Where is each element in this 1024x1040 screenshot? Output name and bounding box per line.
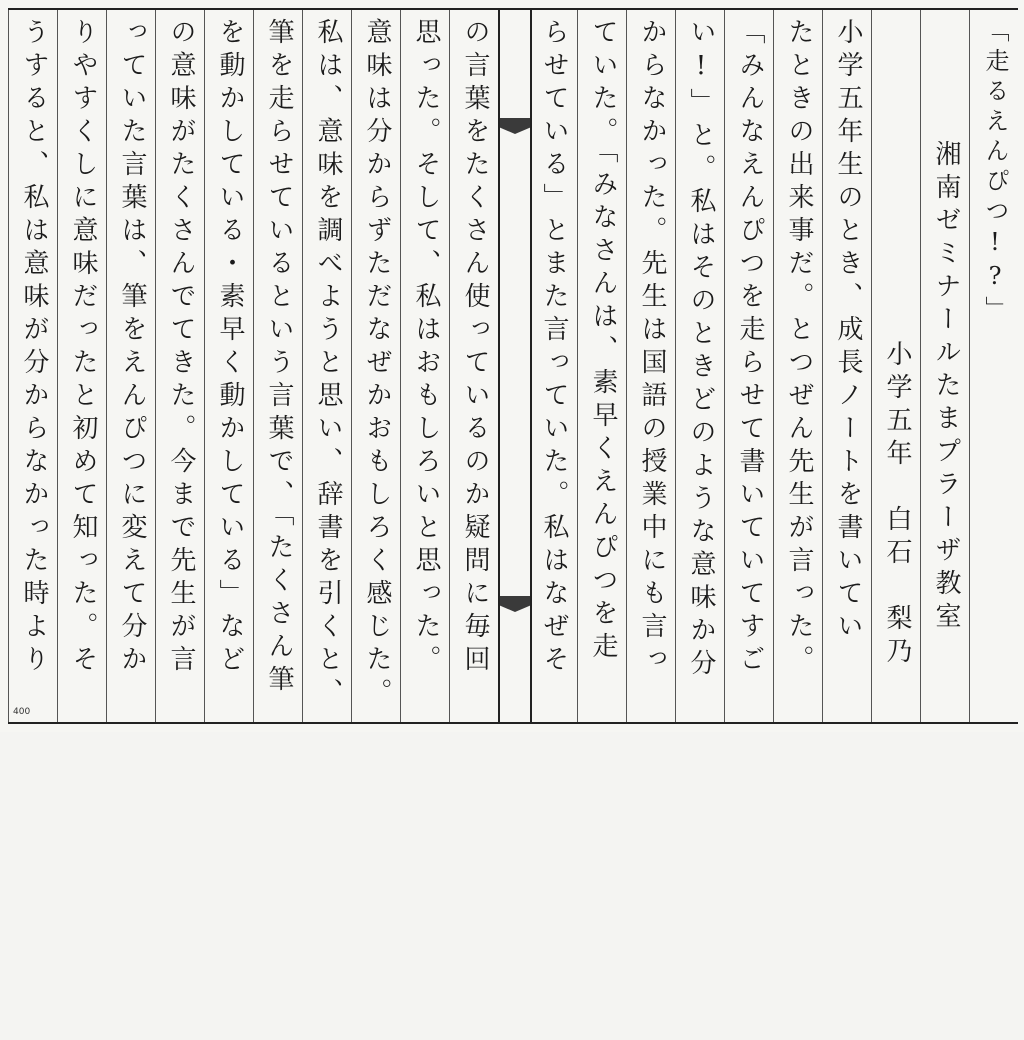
- body-line: っていた言葉は、筆をえんぴつに変えて分か: [117, 18, 147, 678]
- title-column: [969, 10, 1019, 722]
- essay-title: 「走るえんぴつ!?」: [981, 18, 1009, 326]
- author-name: 小学五年 白石 梨乃: [882, 340, 912, 670]
- body-line: 「みんなえんぴつを走らせて書いていてすご: [735, 18, 765, 678]
- body-column: [626, 10, 676, 722]
- genkou-grid: [8, 8, 1018, 724]
- body-column: [724, 10, 774, 722]
- body-line: の意味がたくさんでてきた。今まで先生が言: [166, 18, 196, 678]
- author-column: [871, 10, 921, 722]
- body-line: からなかった。先生は国語の授業中にも言っ: [637, 18, 667, 678]
- body-column: [302, 10, 352, 722]
- body-line: りやすくしに意味だったと初めて知った。そ: [68, 18, 98, 678]
- body-column: [57, 10, 107, 722]
- school-name: 湘南ゼミナールたまプラーザ教室: [931, 140, 961, 635]
- body-column: [528, 10, 578, 722]
- page-number: 400: [13, 707, 31, 717]
- body-column: [204, 10, 254, 722]
- body-line: 筆を走らせているという言葉で、「たくさん筆: [264, 18, 294, 698]
- body-column: [8, 10, 58, 722]
- body-line: い!」と。私はそのときどのような意味か分: [686, 18, 716, 682]
- body-column: [449, 10, 499, 722]
- body-column: [822, 10, 872, 722]
- class-column: [920, 10, 970, 722]
- body-column: [577, 10, 627, 722]
- body-line: 小学五年生のとき、成長ノートを書いてい: [833, 18, 863, 645]
- center-gutter: [498, 10, 532, 722]
- body-column: [400, 10, 450, 722]
- body-column: [106, 10, 156, 722]
- body-line: の言葉をたくさん使っているのか疑問に毎回: [460, 18, 490, 678]
- body-line: 思った。そして、私はおもしろいと思った。: [411, 18, 441, 678]
- body-line: を動かしている・素早く動かしている」など: [215, 18, 245, 678]
- body-column: [253, 10, 303, 722]
- body-column: [351, 10, 401, 722]
- body-line: 私は、意味を調べようと思い、辞書を引くと、: [313, 18, 343, 711]
- body-line: 意味は分からずただなぜかおもしろく感じた。: [362, 18, 392, 711]
- body-column: [155, 10, 205, 722]
- body-line: うすると、私は意味が分からなかった時より: [19, 18, 49, 678]
- body-column: [773, 10, 823, 722]
- fishtail-mark-top: [500, 118, 530, 134]
- body-line: ていた。「みなさんは、素早くえんぴつを走: [588, 18, 618, 665]
- body-line: らせている」とまた言っていた。私はなぜそ: [539, 18, 569, 678]
- fishtail-mark-bottom: [500, 596, 530, 612]
- body-line: たときの出来事だ。とつぜん先生が言った。: [784, 18, 814, 678]
- body-column: [675, 10, 725, 722]
